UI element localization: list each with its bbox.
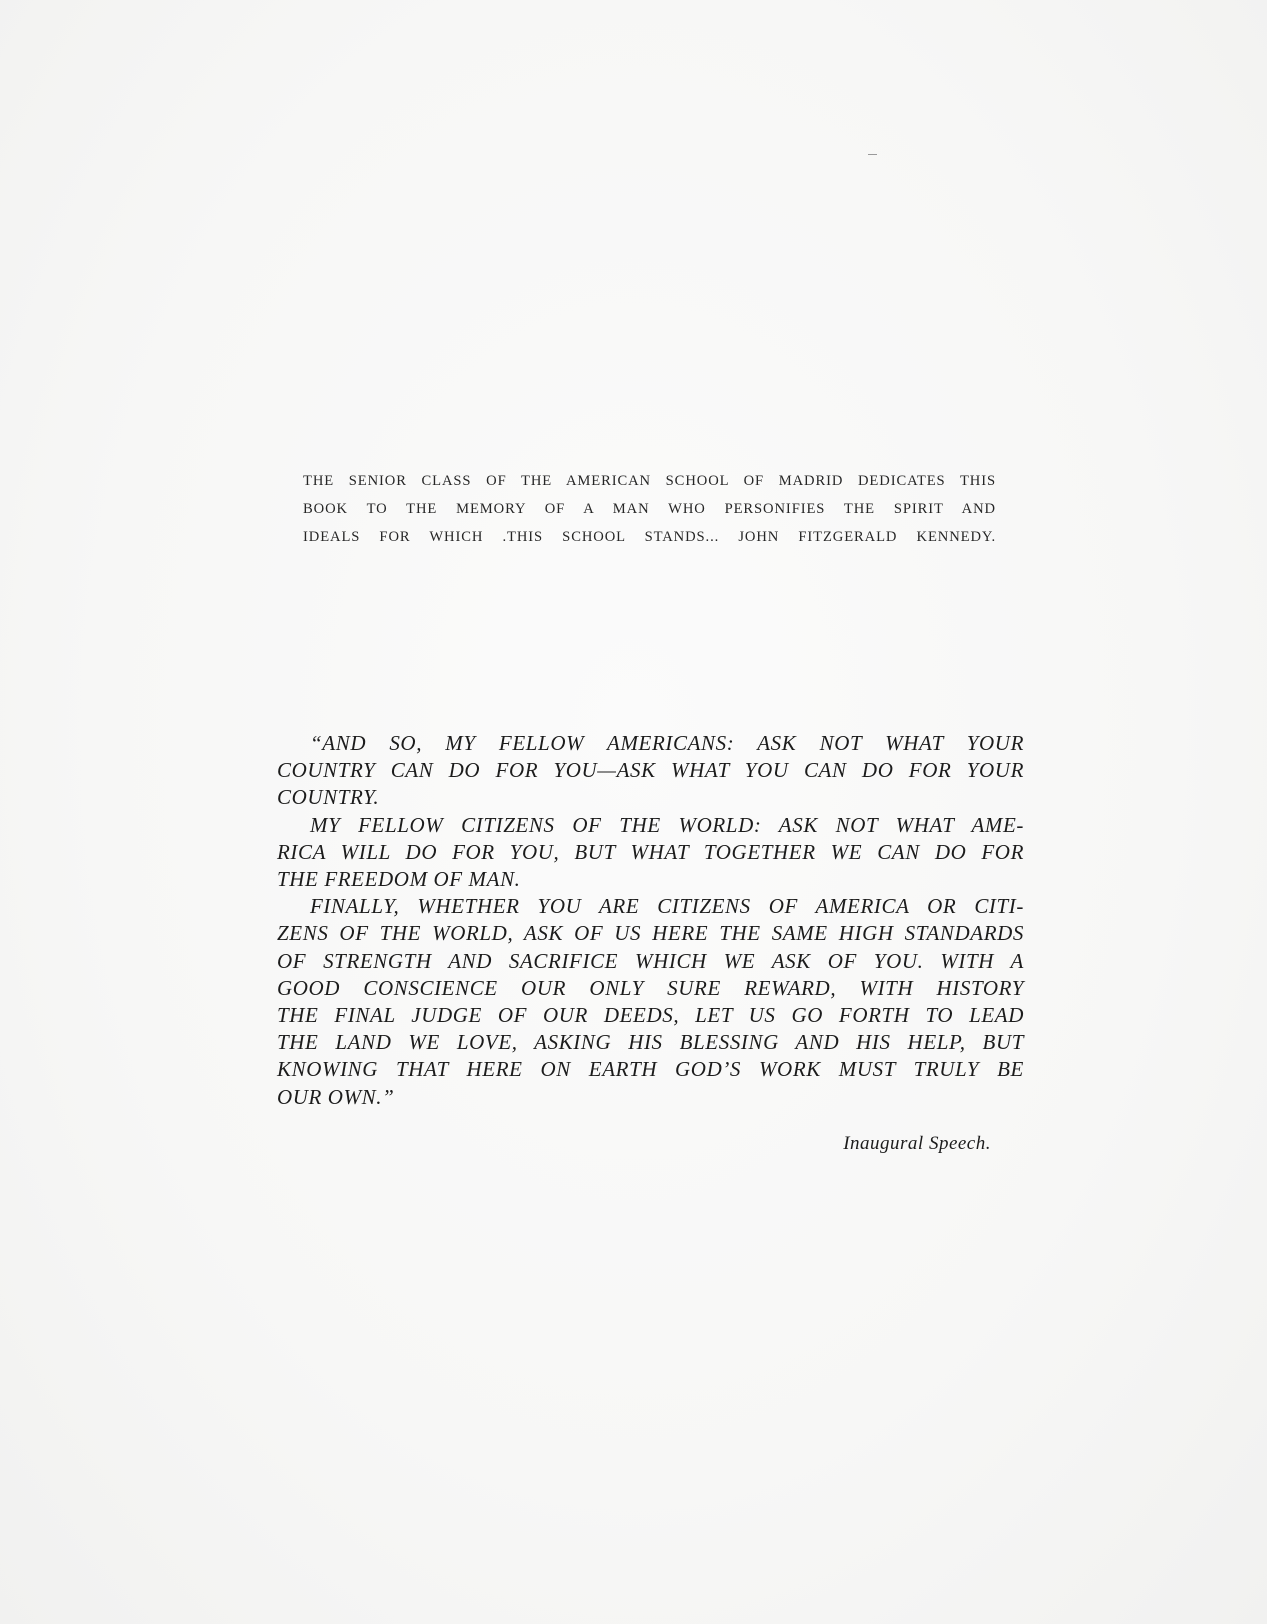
quote-line: GOOD CONSCIENCE OUR ONLY SURE REWARD, WITH HISTORY	[277, 975, 1024, 1000]
quote-line: COUNTRY CAN DO FOR YOU—ASK WHAT YOU CAN DO FOR YOUR	[277, 758, 1024, 783]
quote-line: THE FREEDOM OF MAN.	[277, 867, 521, 892]
quote-line: THE LAND WE LOVE, ASKING HIS BLESSING AND HIS HELP, BUT	[277, 1030, 1024, 1055]
dedication-line: THE SENIOR CLASS OF THE AMERICAN SCHOOL OF MADRID DEDICATES THIS	[303, 473, 996, 489]
quote-line: OUR OWN.”	[277, 1084, 395, 1109]
dedication-line: IDEALS FOR WHICH .THIS SCHOOL STANDS... JOHN FITZGERALD KENNEDY.	[303, 529, 996, 545]
quote-line: OF STRENGTH AND SACRIFICE WHICH WE ASK OF YOU. WITH A	[277, 948, 1024, 973]
inaugural-quote	[277, 730, 1024, 1111]
quote-line: RICA WILL DO FOR YOU, BUT WHAT TOGETHER WE CAN DO FOR	[277, 839, 1024, 864]
quote-attribution: Inaugural Speech.	[843, 1133, 991, 1154]
dedication-paragraph	[303, 467, 996, 551]
quote-line: ZENS OF THE WORLD, ASK OF US HERE THE SAME HIGH STANDARDS	[277, 921, 1024, 946]
dedication-line: BOOK TO THE MEMORY OF A MAN WHO PERSONIFIES THE SPIRIT AND	[303, 501, 996, 517]
quote-line: “AND SO, MY FELLOW AMERICANS: ASK NOT WHAT YOUR	[310, 731, 1024, 755]
quote-line: COUNTRY.	[277, 785, 380, 810]
quote-line: THE FINAL JUDGE OF OUR DEEDS, LET US GO FORTH TO LEAD	[277, 1003, 1024, 1028]
print-speck	[868, 154, 877, 155]
quote-line: KNOWING THAT HERE ON EARTH GOD’S WORK MUST TRULY BE	[277, 1057, 1024, 1082]
quote-line: MY FELLOW CITIZENS OF THE WORLD: ASK NOT WHAT AME-	[310, 812, 1024, 837]
quote-line: FINALLY, WHETHER YOU ARE CITIZENS OF AMERICA OR CITI-	[310, 894, 1024, 919]
